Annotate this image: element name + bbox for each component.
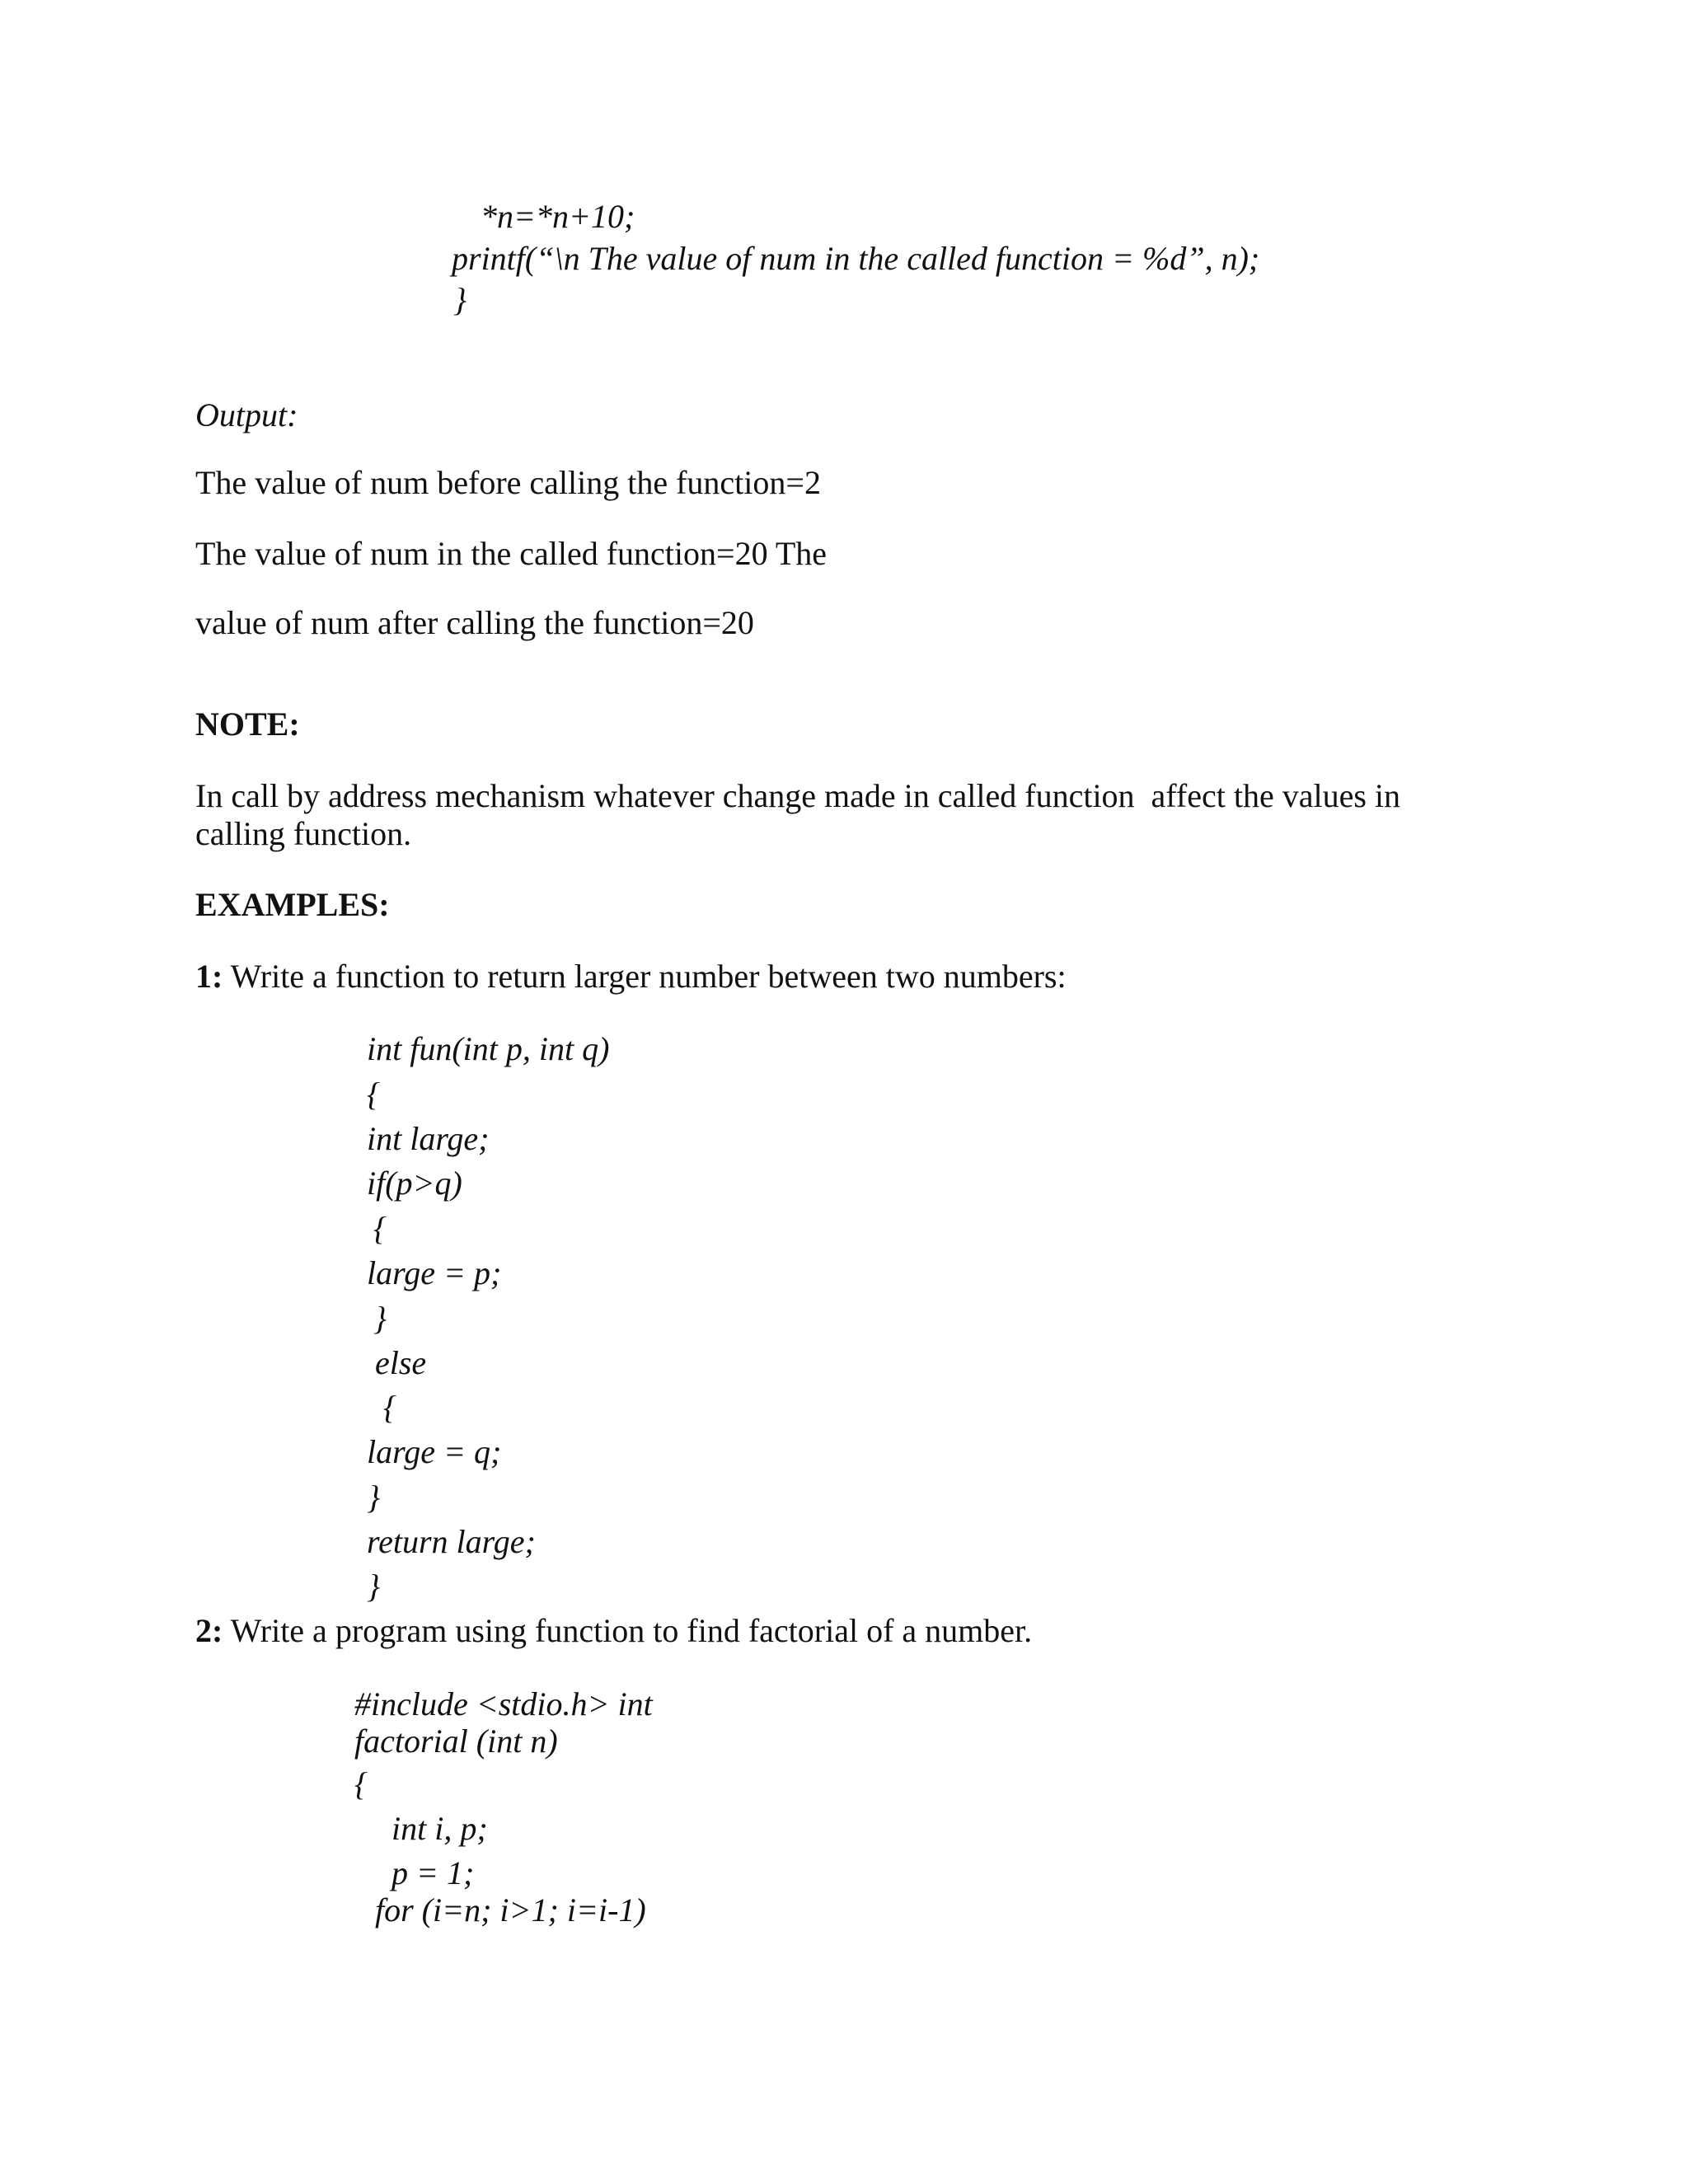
examples-heading: EXAMPLES: <box>195 886 390 923</box>
code-line: int large; <box>367 1120 490 1157</box>
note-text-line: In call by address mechanism whatever change made in called function affect the values in <box>195 777 1401 814</box>
code-line: large = q; <box>367 1433 502 1470</box>
example-text: Write a program using function to find factorial of a number. <box>223 1612 1033 1649</box>
note-text-line: calling function. <box>195 815 412 852</box>
output-line: The value of num in the called function=20 The <box>195 535 828 572</box>
code-line: #include <stdio.h> int <box>354 1685 653 1722</box>
example-1-prompt <box>195 960 1067 993</box>
example-2-prompt <box>195 1612 1033 1649</box>
code-line: factorial (int n) <box>354 1722 558 1760</box>
code-line: if(p>q) <box>367 1165 462 1202</box>
example-text: Write a function to return larger number between two numbers: <box>223 958 1067 995</box>
code-line: p = 1; <box>392 1854 475 1891</box>
code-line: } <box>367 1479 380 1516</box>
code-line: { <box>373 1210 387 1247</box>
code-line: *n=*n+10; <box>481 198 635 235</box>
code-line: { <box>383 1389 396 1426</box>
code-line: printf(“\n The value of num in the called function = %d”, n); <box>452 240 1260 277</box>
code-line: int fun(int p, int q) <box>367 1030 610 1067</box>
example-number: 2: <box>195 1612 223 1649</box>
code-line: for (i=n; i>1; i=i-1) <box>375 1891 646 1929</box>
example-number: 1: <box>195 958 223 995</box>
output-line: value of num after calling the function=20 <box>195 604 754 641</box>
output-heading: Output: <box>195 396 298 434</box>
output-line: The value of num before calling the function=2 <box>195 464 821 501</box>
code-line: large = p; <box>367 1254 502 1291</box>
code-line: return large; <box>367 1523 536 1560</box>
code-line: else <box>375 1344 427 1381</box>
code-line: } <box>453 281 467 318</box>
code-line: int i, p; <box>392 1810 488 1847</box>
code-line: { <box>367 1076 380 1113</box>
code-line: { <box>354 1765 368 1802</box>
code-line: } <box>367 1568 380 1605</box>
code-line: } <box>373 1300 387 1337</box>
note-heading: NOTE: <box>195 705 300 743</box>
